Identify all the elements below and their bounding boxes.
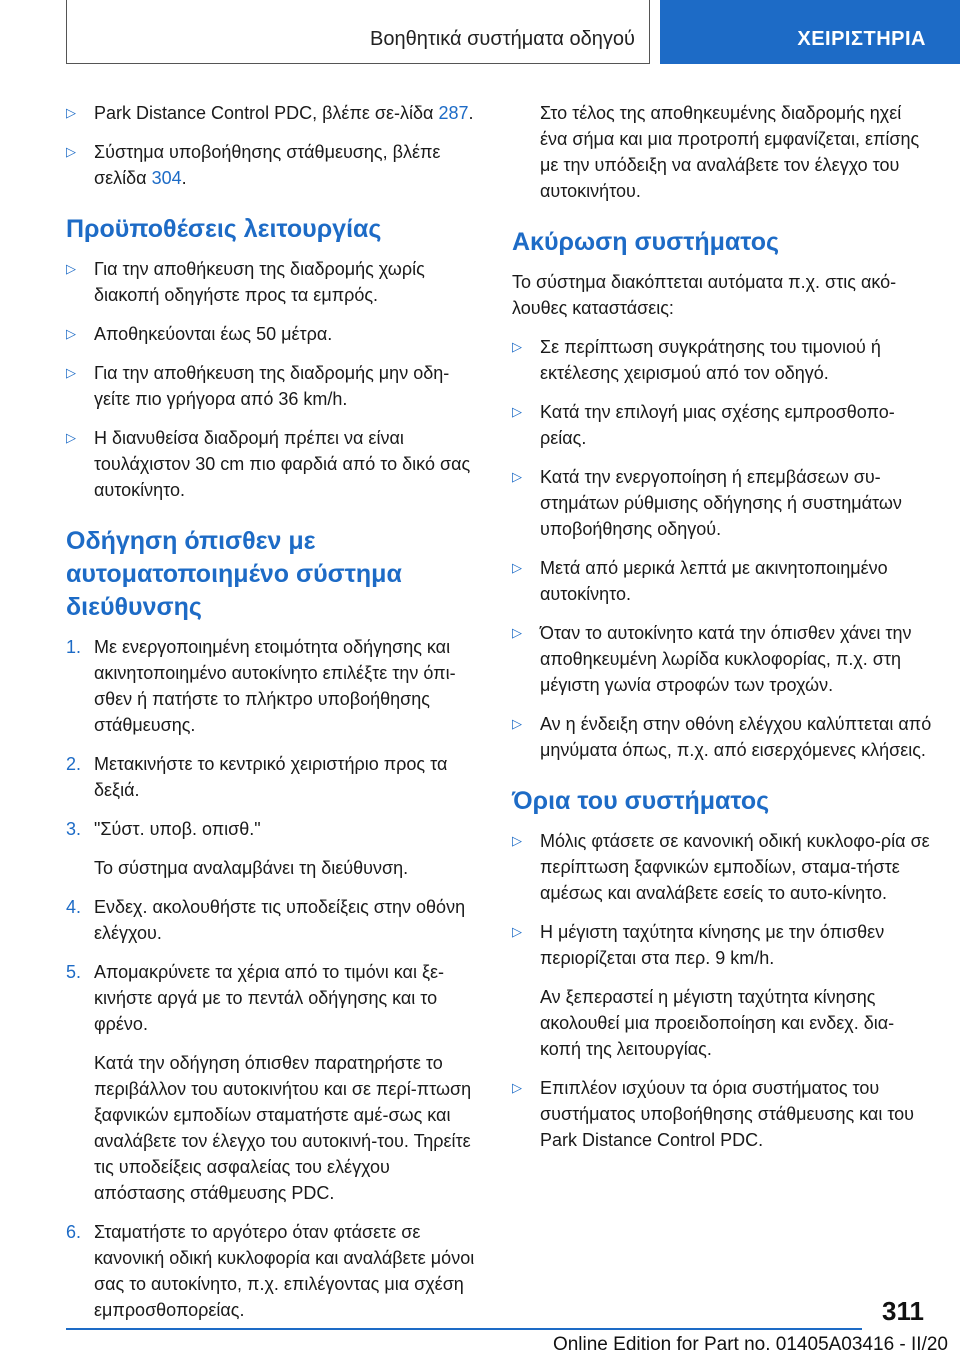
list-item: ▷ Κατά την ενεργοποίηση ή επεμβάσεων συ‐στημάτων ρύθμισης οδήγησης ή συστημάτων υποβοήθησης οδηγού. — [512, 464, 932, 542]
bullet-triangle-icon: ▷ — [66, 105, 76, 120]
intro-paragraph: Στο τέλος της αποθηκευμένης διαδρομής ηχεί ένα σήμα και μια προτροπή εμφανίζεται, επίσης με την υπόδειξη να αναλάβετε τον έλεγχο του αυτοκινήτου. — [540, 103, 920, 201]
footer-edition: Online Edition for Part no. 01405A03416 - II/20 — [552, 1334, 948, 1355]
step-note: Κατά την οδήγηση όπισθεν παρατηρήστε το περιβάλλον του αυτοκινήτου και σε περί‐πτωση ξαφνικών εμποδίων σταματήστε αμέ‐σως και αναλάβετε τον έλεγχο του αυτοκινή‐του. Τηρείτε τις υποδείξεις ασφαλείας του ελέγχου απόστασης στάθμευσης PDC. — [94, 1053, 472, 1203]
bullet-triangle-icon: ▷ — [512, 469, 522, 484]
bullet-triangle-icon: ▷ — [512, 924, 522, 939]
heading-driving: Οδήγηση όπισθεν με αυτοματοποιημένο σύστημα διεύθυνσης — [66, 527, 402, 621]
list-item: ▷ Επιπλέον ισχύουν τα όρια συστήματος του συστήματος υποβοήθησης στάθμευσης και του Park Distance Control PDC. — [512, 1075, 932, 1153]
step-item: 5. Απομακρύνετε τα χέρια από το τιμόνι και ξε‐κινήστε αργά με το πεντάλ οδήγησης και το φρένο. — [66, 959, 476, 1037]
list-item: ▷ Σε περίπτωση συγκράτησης του τιμονιού ή εκτέλεσης χειρισμού από τον οδηγό. — [512, 334, 932, 386]
page-link[interactable]: 304 — [151, 168, 182, 188]
heading-limits: Όρια του συστήματος — [512, 787, 770, 815]
section-title-box — [66, 0, 650, 64]
list-item: ▷ Μόλις φτάσετε σε κανονική οδική κυκλοφο‐ρία σε περίπτωση ξαφνικών εμποδίων, σταμα‐τήστε αμέσως και αναλάβετε εσείς το αυτο‐κίνητο. — [512, 828, 932, 906]
page-number: 311 — [882, 1296, 924, 1326]
heading-conditions: Προϋποθέσεις λειτουργίας — [66, 215, 382, 243]
bullet-triangle-icon: ▷ — [512, 1080, 522, 1095]
step-item: 4. Ενδεχ. ακολουθήστε τις υποδείξεις στην οθόνη ελέγχου. — [66, 894, 476, 946]
bullet-triangle-icon: ▷ — [512, 339, 522, 354]
list-item: ▷ Κατά την επιλογή μιας σχέσης εμπροσθοπο‐ρείας. — [512, 399, 932, 451]
chapter-tab[interactable] — [660, 0, 960, 64]
bullet-triangle-icon: ▷ — [512, 716, 522, 731]
list-item: ▷ Μετά από μερικά λεπτά με ακινητοποιημένο αυτοκίνητο. — [512, 555, 932, 607]
limit-note: Αν ξεπεραστεί η μέγιστη ταχύτητα κίνησης ακολουθεί μια προειδοποίηση και ενδεχ. δια‐κοπή της λειτουργίας. — [540, 987, 895, 1059]
bullet-triangle-icon: ▷ — [66, 261, 76, 276]
bullet-triangle-icon: ▷ — [66, 144, 76, 159]
bullet-triangle-icon: ▷ — [66, 326, 76, 341]
bullet-triangle-icon: ▷ — [512, 404, 522, 419]
list-item: ▷ Park Distance Control PDC, βλέπε σε‐λίδα 287. — [66, 100, 476, 126]
list-item: ▷ Αποθηκεύονται έως 50 μέτρα. — [66, 321, 476, 347]
chapter-title: ΧΕΙΡΙΣΤΗΡΙΑ — [797, 28, 926, 50]
heading-cancel: Ακύρωση συστήματος — [512, 228, 780, 256]
bullet-triangle-icon: ▷ — [66, 430, 76, 445]
step-number: 1. — [66, 637, 82, 657]
step-item: 6. Σταματήστε το αργότερο όταν φτάσετε σε κανονική οδική κυκλοφορία και αναλάβετε μόνοι σας το αυτοκίνητο, π.χ. επιλέγοντας μια σχέση εμπροσθοπορείας. — [66, 1219, 476, 1323]
list-item: ▷ Όταν το αυτοκίνητο κατά την όπισθεν χάνει την αποθηκευμένη λωρίδα κυκλοφορίας, π.χ. στη μέγιστη γωνία στροφών των τροχών. — [512, 620, 932, 698]
list-item: ▷ Αν η ένδειξη στην οθόνη ελέγχου καλύπτεται από μηνύματα όπως, π.χ. από εισερχόμενες κλήσεις. — [512, 711, 932, 763]
step-number: 4. — [66, 897, 82, 917]
step-number: 3. — [66, 819, 82, 839]
cancel-intro: Το σύστημα διακόπτεται αυτόματα π.χ. στις ακό‐λουθες καταστάσεις: — [512, 272, 897, 318]
bullet-triangle-icon: ▷ — [512, 625, 522, 640]
list-item: ▷ Η μέγιστη ταχύτητα κίνησης με την όπισθεν περιορίζεται στα περ. 9 km/h. — [512, 919, 932, 971]
step-item: 1. Με ενεργοποιημένη ετοιμότητα οδήγησης και ακινητοποιημένο αυτοκίνητο επιλέξτε την όπι‐σθεν ή πατήστε το πλήκτρο υποβοήθησης στάθμευσης. — [66, 634, 476, 738]
step-number: 6. — [66, 1222, 82, 1242]
step-item: 2. Μετακινήστε το κεντρικό χειριστήριο προς τα δεξιά. — [66, 751, 476, 803]
step-number: 5. — [66, 962, 82, 982]
list-item: ▷ Για την αποθήκευση της διαδρομής χωρίς διακοπή οδηγήστε προς τα εμπρός. — [66, 256, 476, 308]
page-header — [0, 0, 960, 66]
list-item: ▷ Για την αποθήκευση της διαδρομής μην οδη‐γείτε πιο γρήγορα από 36 km/h. — [66, 360, 476, 412]
left-column — [66, 100, 476, 1336]
bullet-triangle-icon: ▷ — [66, 365, 76, 380]
bullet-triangle-icon: ▷ — [512, 560, 522, 575]
bullet-triangle-icon: ▷ — [512, 833, 522, 848]
list-item: ▷ Σύστημα υποβοήθησης στάθμευσης, βλέπε σελίδα 304. — [66, 139, 476, 191]
right-column — [512, 100, 932, 1166]
page-link[interactable]: 287 — [438, 103, 469, 123]
section-title: Βοηθητικά συστήματα οδηγού — [370, 28, 635, 50]
step-number: 2. — [66, 754, 82, 774]
footer-divider — [66, 1328, 862, 1330]
list-item: ▷ Η διανυθείσα διαδρομή πρέπει να είναι τουλάχιστον 30 cm πιο φαρδιά από το δικό σας αυτοκίνητο. — [66, 425, 476, 503]
step-item: 3. "Σύστ. υποβ. οπισθ." — [66, 816, 476, 842]
step-note: Το σύστημα αναλαμβάνει τη διεύθυνση. — [94, 858, 409, 878]
